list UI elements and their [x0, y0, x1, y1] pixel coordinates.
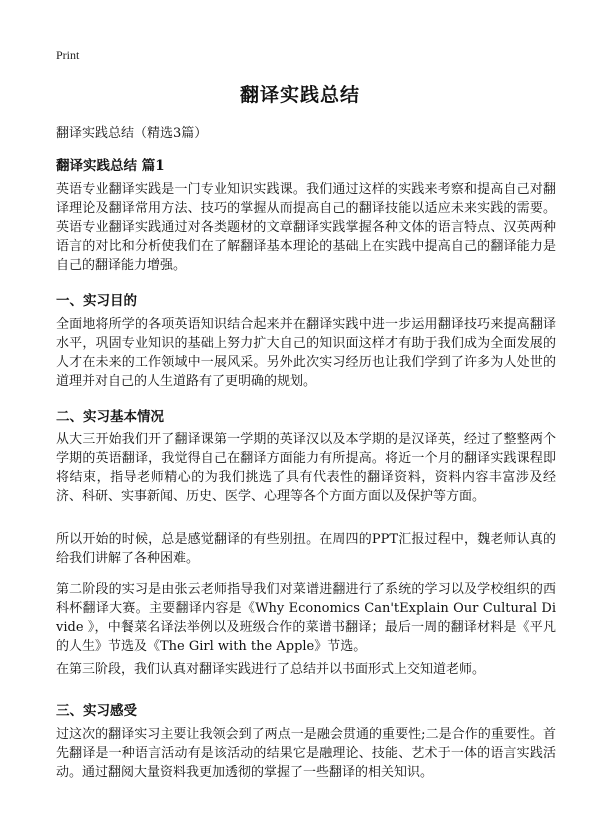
overview-paragraph-1: 从大三开始我们开了翻译课第一学期的英译汉以及本学期的是汉译英，经过了整整两个学期的英语翻译，我觉得自己在翻译方面能力有所提高。将近一个月的翻译实践课程即将结束，指导老师精心的为我们挑选了具有代表性的翻译资料，资料内容丰富涉及经济、科研、实事新闻、历史、医学、心理等各个方面方面以及保护等方面。 [56, 432, 556, 504]
overview-paragraph-3: 第二阶段的实习是由张云老师指导我们对菜谱进翻进行了系统的学习以及学校组织的西科杯翻译大赛。主要翻译内容是《Why Economics Can'tExplain Our Cultural Divide 》，中餐菜名译法举例以及班级合作的菜谱书翻译；最后一周的翻译材料是《平凡的人生》节选及《The Girl with the Apple》节选。 [56, 582, 556, 654]
reflection-paragraph: 过这次的翻译实习主要让我领会到了两点一是融会贯通的重要性;二是合作的重要性。首先翻译是一种语言活动有是该活动的结果它是融理论、技能、艺术于一体的语言实践活动。通过翻阅大量资料我更加透彻的掌握了一些翻译的相关知识。 [56, 727, 556, 780]
heading-purpose: 一、实习目的 [56, 293, 137, 309]
page-subtitle: 翻译实践总结（精选3篇） [56, 126, 208, 141]
section-title: 翻译实践总结 篇1 [56, 158, 165, 174]
purpose-paragraph: 全面地将所学的各项英语知识结合起来并在翻译实践中进一步运用翻译技巧来提高翻译水平，巩固专业知识的基础上努力扩大自己的知识面这样才有助于我们成为全面发展的人才在未来的工作领域中一展风采。另外此次实习经历也让我们学到了许多为人处世的道理并对自己的人生道路有了更明确的规划。 [56, 317, 556, 389]
heading-overview: 二、实习基本情况 [56, 409, 164, 425]
print-label: Print [56, 48, 80, 62]
intro-paragraph: 英语专业翻译实践是一门专业知识实践课。我们通过这样的实践来考察和提高自己对翻译理论及翻译常用方法、技巧的掌握从而提高自己的翻译技能以适应未来实践的需要。英语专业翻译实践通过对各类题材的文章翻译实践掌握各种文体的语言特点、汉英两种语言的对比和分析使我们在了解翻译基本理论的基础上在实践中提高自己的翻译能力是自己的翻译能力增强。 [56, 182, 556, 273]
heading-reflection: 三、实习感受 [56, 703, 137, 719]
overview-paragraph-4: 在第三阶段，我们认真对翻译实践进行了总结并以书面形式上交知道老师。 [56, 662, 486, 677]
overview-paragraph-2: 所以开始的时候，总是感觉翻译的有些别扭。在周四的PPT汇报过程中，魏老师认真的给我们讲解了各种困难。 [56, 532, 556, 566]
page-title: 翻译实践总结 [239, 84, 360, 106]
